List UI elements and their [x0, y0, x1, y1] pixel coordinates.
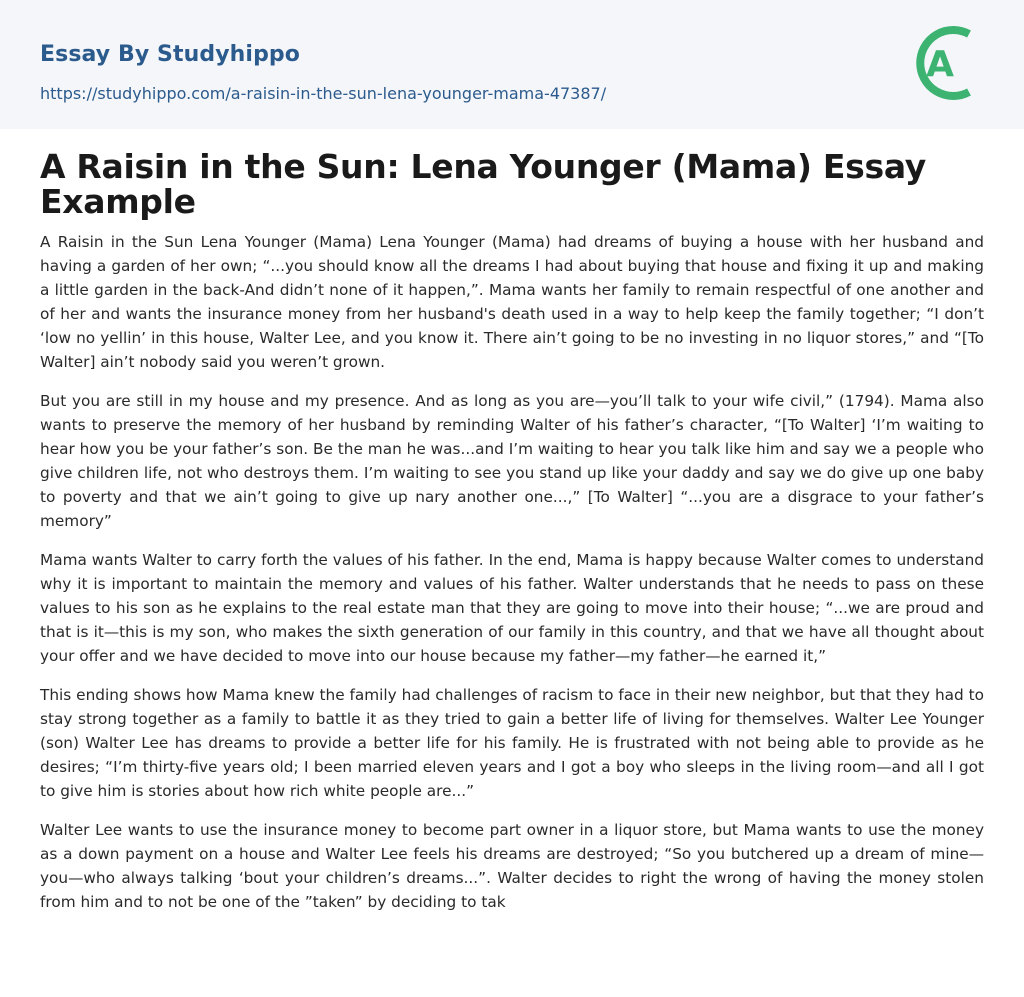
site-header	[0, 0, 1024, 129]
studyhippo-logo-icon[interactable]	[912, 20, 986, 106]
essay-paragraph: A Raisin in the Sun Lena Younger (Mama) Lena Younger (Mama) had dreams of buying a house with her husband and having a garden of her own; “...you should know all the dreams I had about buying that house and fixing it up and making a little garden in the back-And didn’t none of it happen,”. Mama wants her family to remain respectful of one another and of her and wants the insurance money from her husband's death used in a way to help keep the family together; “I don’t ‘low no yellin’ in this house, Walter Lee, and you know it. There ain’t going to be no investing in no liquor stores,” and “[To Walter] ain’t nobody said you weren’t grown.	[40, 233, 984, 371]
essay-paragraph: Walter Lee wants to use the insurance money to become part owner in a liquor store, but Mama wants to use the money as a down payment on a house and Walter Lee feels his dreams are destroyed; “So you butchered up a dream of mine—you—who always talking ‘bout your children’s dreams...”. Walter decides to right the wrong of having the money stolen from him and to not be one of the ”taken” by deciding to tak	[40, 821, 984, 911]
brand-title[interactable]: Essay By Studyhippo	[40, 42, 300, 67]
page-title: A Raisin in the Sun: Lena Younger (Mama) Essay Example	[40, 147, 926, 221]
essay-paragraph: But you are still in my house and my presence. And as long as you are—you’ll talk to your wife civil,” (1794). Mama also wants to preserve the memory of her husband by reminding Walter of his father’s character, “[To Walter] ‘I’m waiting to hear how you be your father’s son. Be the man he was...and I’m waiting to hear you talk like him and say we a people who give children life, not who destroys them. I’m waiting to see you stand up like your daddy and say we do give up one baby to poverty and that we ain’t going to give up nary another one...,” [To Walter] “...you are a disgrace to your father’s memory”	[40, 392, 984, 530]
essay-paragraph: Mama wants Walter to carry forth the values of his father. In the end, Mama is happy because Walter comes to understand why it is important to maintain the memory and values of his father. Walter understands that he needs to pass on these values to his son as he explains to the real estate man that they are going to move into their house; “...we are proud and that is it—this is my son, who makes the sixth generation of our family in this country, and that we have all thought about your offer and we have decided to move into our house because my father—my father—he earned it,”	[40, 551, 984, 665]
source-url-link[interactable]: https://studyhippo.com/a-raisin-in-the-sun-lena-younger-mama-47387/	[40, 84, 607, 103]
essay-body	[40, 230, 984, 929]
essay-paragraph: This ending shows how Mama knew the family had challenges of racism to face in their new neighbor, but that they had to stay strong together as a family to battle it as they tried to gain a better life of living for themselves. Walter Lee Younger (son) Walter Lee has dreams to provide a better life for his family. He is frustrated with not being able to provide as he desires; “I’m thirty-five years old; I been married eleven years and I got a boy who sleeps in the living room—and all I got to give him is stories about how rich white people are...”	[40, 686, 984, 800]
logo-letter: A	[926, 44, 954, 85]
